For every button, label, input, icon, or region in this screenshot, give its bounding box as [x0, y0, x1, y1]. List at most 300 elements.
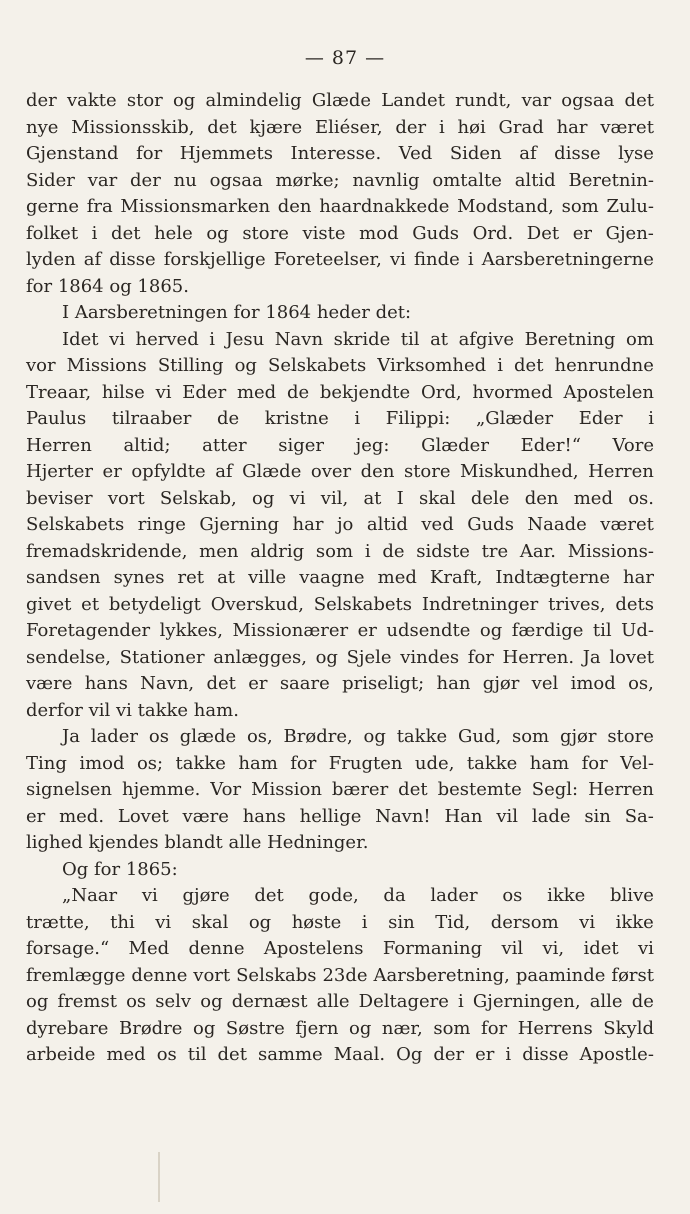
word: haardnakkede — [319, 196, 450, 217]
word: for — [136, 143, 163, 164]
word: Maal. — [333, 1044, 386, 1065]
word: glæde — [179, 726, 237, 747]
word: da — [383, 885, 406, 906]
word: I — [396, 487, 404, 509]
word: Ord, — [420, 381, 462, 403]
word: Søstre — [225, 1017, 285, 1039]
word: arbeide — [26, 1044, 96, 1065]
word: Missions — [66, 355, 147, 376]
word: lade — [531, 805, 571, 827]
word: Mission — [251, 779, 322, 800]
word: Brødre, — [283, 726, 353, 747]
word: skal — [191, 911, 229, 933]
word: opfyldte — [131, 461, 206, 482]
text-line — [26, 830, 654, 857]
word: Deltagere — [358, 991, 449, 1012]
word: Det — [526, 222, 560, 244]
word: denne — [131, 964, 188, 986]
text-line — [26, 698, 654, 725]
word: Brødre — [119, 1017, 183, 1039]
word: denne — [188, 938, 245, 959]
word: store — [607, 726, 654, 747]
word: som — [433, 1017, 471, 1039]
word: viste — [302, 222, 346, 244]
word: imod — [570, 673, 616, 694]
word: thi — [110, 911, 135, 933]
word: er — [572, 222, 592, 244]
text-line — [26, 115, 654, 142]
word: at — [217, 567, 236, 588]
word: ikke — [547, 885, 586, 906]
word: vor — [26, 355, 56, 376]
word: Stationer — [119, 646, 205, 668]
word: vi — [155, 911, 172, 933]
word: Han — [444, 805, 483, 827]
word: folket — [26, 222, 79, 244]
word: det — [398, 779, 428, 800]
word: høi — [457, 116, 486, 138]
word: i — [209, 328, 216, 350]
word: var — [521, 90, 552, 111]
word: vil — [496, 805, 519, 827]
word: selv — [155, 991, 192, 1012]
word: vindes — [400, 646, 460, 668]
word: udsendte — [386, 620, 471, 641]
text-line — [26, 989, 654, 1016]
word: hilse — [101, 381, 145, 403]
word: vort — [107, 487, 145, 509]
word: fremadskridende, — [26, 540, 188, 562]
word: nær, — [381, 1017, 423, 1039]
word: alle — [316, 991, 350, 1012]
word: har — [556, 116, 588, 138]
word: med — [106, 1044, 146, 1065]
word: vi — [141, 885, 158, 906]
word: i — [354, 408, 361, 429]
word: kristne — [264, 408, 329, 429]
word: ude, — [414, 752, 455, 774]
word: altid — [366, 514, 408, 535]
word: os — [126, 991, 147, 1012]
word: ikke — [615, 911, 654, 933]
word: blive — [610, 885, 654, 906]
word: Gud, — [457, 726, 502, 747]
word: i — [497, 355, 503, 376]
text-line — [26, 88, 654, 115]
word: forsage.“ — [26, 938, 110, 959]
word: hans — [242, 805, 286, 827]
word: bærer — [331, 779, 389, 800]
word: først — [611, 964, 654, 986]
text-line — [26, 936, 654, 963]
word: og — [172, 90, 196, 111]
word: os — [148, 726, 169, 747]
word: som — [315, 540, 354, 562]
word: vel — [531, 673, 559, 694]
word: Herrens — [517, 1017, 593, 1039]
word: Modstand, — [457, 196, 554, 217]
word: de — [631, 991, 654, 1012]
word: kjære — [249, 116, 303, 138]
text-line — [26, 194, 654, 221]
word: vaagne — [299, 567, 365, 588]
word: Selskab, — [159, 487, 237, 509]
page-number: — 87 — — [304, 47, 386, 69]
word: Lovet — [117, 805, 169, 827]
word: vi — [638, 938, 654, 959]
text-line — [26, 274, 654, 301]
word: det — [254, 885, 284, 906]
text-line — [26, 353, 654, 380]
word: vil — [501, 938, 524, 959]
word: som — [511, 726, 550, 747]
word: ham — [529, 752, 570, 774]
word: som — [561, 196, 599, 217]
word: Zulu- — [606, 196, 654, 217]
word: Navn! — [375, 805, 431, 827]
word: om — [625, 328, 654, 350]
word: og — [349, 1017, 372, 1039]
word: disse — [109, 249, 156, 270]
word: Apostle- — [579, 1044, 654, 1065]
word: sin — [584, 805, 611, 827]
word: at — [430, 328, 449, 350]
word: Treaar, — [26, 381, 92, 403]
word: Aar. — [519, 540, 556, 562]
word: Eder!“ — [520, 434, 581, 456]
word: mod — [359, 222, 399, 244]
word: den — [277, 196, 312, 217]
word: gjør — [482, 673, 520, 694]
word: Overskud, — [210, 593, 304, 615]
word: Missions- — [567, 540, 654, 562]
word: Gjenstand — [26, 143, 119, 164]
word: Filippi: — [385, 408, 451, 429]
word: Selskabs — [236, 964, 317, 986]
word: priseligt; — [342, 673, 425, 694]
text-line — [26, 804, 654, 831]
word: de — [382, 540, 405, 562]
word: sin — [388, 911, 415, 933]
word: Vel- — [620, 752, 654, 774]
word: og — [315, 646, 338, 668]
word: hans — [84, 673, 128, 694]
word: trives, — [548, 593, 606, 615]
word: Ved — [398, 143, 433, 164]
word: i — [438, 116, 445, 138]
word: ogsaa — [209, 169, 263, 191]
word: finde — [414, 249, 460, 270]
word: os. — [628, 487, 654, 509]
word: han — [436, 673, 471, 694]
word: Missionsskib, — [71, 116, 195, 138]
text-line — [26, 857, 654, 884]
word: Guds — [412, 222, 459, 244]
word: for — [467, 646, 494, 668]
word: bekjendte — [319, 381, 411, 403]
text-line — [26, 592, 654, 619]
word: os — [156, 1044, 177, 1065]
text-line — [26, 910, 654, 937]
word: Formaning — [382, 938, 483, 959]
word: henrundne — [554, 355, 654, 376]
word: tre — [481, 540, 509, 562]
word: lykkes, — [159, 620, 223, 641]
text-line — [26, 300, 654, 327]
word: Foretagender — [26, 620, 151, 641]
word: disse — [522, 1044, 569, 1065]
word: Ord. — [472, 222, 514, 244]
text-line — [26, 724, 654, 751]
word: Gjerningen, — [472, 991, 581, 1012]
word: det — [111, 222, 141, 244]
word: Grad — [498, 116, 544, 138]
word: Eliéser, — [315, 116, 383, 138]
word: imod — [79, 752, 125, 774]
word: ogsaa — [561, 90, 615, 111]
word: i — [505, 1044, 512, 1065]
word: hellige — [299, 805, 362, 827]
text-line-content: derfor vil vi takke ham. — [26, 699, 239, 721]
word: nye — [26, 116, 59, 138]
word: Selskabets — [267, 355, 367, 376]
text-line — [26, 539, 654, 566]
text-line-content: for 1864 og 1865. — [26, 275, 189, 297]
word: givet — [26, 593, 72, 615]
word: rundt, — [455, 90, 512, 111]
word: fremlægge — [26, 964, 126, 986]
word: de — [217, 408, 240, 429]
word: skride — [333, 328, 391, 350]
word: Navn — [274, 328, 324, 350]
word: i — [648, 408, 654, 429]
text-line — [26, 141, 654, 168]
word: Siden — [449, 143, 502, 164]
word: færdige — [511, 620, 584, 641]
text-line-content: Og for 1865: — [62, 858, 178, 880]
word: Naade — [527, 514, 587, 535]
word: det — [514, 355, 544, 376]
text-line — [26, 512, 654, 539]
word: anlægges, — [213, 646, 307, 668]
text-line — [26, 777, 654, 804]
text-line — [26, 1042, 654, 1069]
word: Herren — [588, 461, 654, 482]
word: fremst — [57, 991, 117, 1012]
word: beviser — [26, 487, 93, 509]
word: disse — [554, 143, 601, 164]
word: og — [479, 620, 503, 641]
word: med — [236, 381, 277, 403]
word: er — [102, 461, 122, 482]
word: Interesse. — [290, 143, 382, 164]
word: Hjemmets — [179, 143, 273, 164]
word: Tid, — [435, 911, 471, 933]
word: et — [81, 593, 100, 615]
word: dets — [615, 593, 654, 615]
word: vi — [579, 911, 596, 933]
text-line — [26, 459, 654, 486]
word: trætte, — [26, 911, 90, 933]
word: og — [200, 991, 223, 1012]
word: Eder — [578, 408, 623, 429]
word: dele — [470, 487, 510, 509]
word: takke — [466, 752, 518, 774]
word: Glæde — [242, 461, 302, 482]
word: sandsen — [26, 567, 101, 588]
text-line — [26, 168, 654, 195]
word: Herren — [26, 434, 92, 456]
word: gode, — [308, 885, 359, 906]
word: dersom — [490, 911, 559, 933]
word: Glæde — [311, 90, 372, 111]
word: og — [234, 355, 257, 376]
word: Paulus — [26, 408, 87, 429]
word: Gjerning — [199, 514, 280, 535]
text-line — [26, 645, 654, 672]
word: vi, — [542, 938, 565, 959]
text-line — [26, 671, 654, 698]
text-line — [26, 1016, 654, 1043]
word: være — [182, 805, 229, 827]
page-edge-mark — [158, 1152, 160, 1202]
word: Stilling — [157, 355, 224, 376]
word: det — [207, 116, 237, 138]
word: Ting — [26, 752, 67, 774]
word: at — [363, 487, 382, 509]
word: været — [600, 116, 654, 138]
word: Sa- — [624, 805, 654, 827]
word: jeg: — [355, 434, 390, 456]
word: ham — [238, 752, 278, 774]
word: hele — [154, 222, 193, 244]
word: hjemme. — [121, 779, 201, 800]
word: ret — [177, 567, 205, 588]
word: Beretning — [524, 328, 616, 350]
word: lader — [90, 726, 139, 747]
word: Vore — [612, 434, 654, 456]
word: været — [600, 514, 654, 535]
word: dernæst — [231, 991, 308, 1012]
word: og — [193, 1017, 216, 1039]
word: Idet — [62, 328, 99, 350]
word: Miskundhed, — [460, 461, 579, 482]
word: med — [573, 487, 613, 509]
word: „Glæder — [475, 408, 554, 429]
word: siger — [278, 434, 325, 456]
word: der — [395, 116, 427, 138]
word: til — [400, 328, 420, 350]
word: bestemte — [437, 779, 522, 800]
word: store — [242, 222, 289, 244]
word: Ud- — [621, 620, 654, 641]
word: ved — [421, 514, 454, 535]
word: og — [248, 911, 272, 933]
word: nu — [173, 169, 197, 191]
word: vi — [155, 381, 172, 403]
word: „Naar — [62, 885, 118, 906]
word: vakte — [66, 90, 117, 111]
word: i — [364, 540, 371, 562]
word: dyrebare — [26, 1017, 109, 1039]
word: lader — [430, 885, 478, 906]
text-line — [26, 247, 654, 274]
word: Skyld — [603, 1017, 654, 1039]
word: sendelse, — [26, 646, 112, 668]
word: der — [26, 90, 57, 111]
word: til — [592, 620, 612, 641]
word: almindelig — [205, 90, 302, 111]
word: fra — [86, 196, 113, 217]
word: os, — [246, 726, 273, 747]
word: af — [519, 143, 537, 164]
word: skal — [419, 487, 456, 509]
word: og — [206, 222, 229, 244]
word: Navn, — [140, 673, 195, 694]
word: lyden — [26, 249, 76, 270]
word: Apostelen — [563, 381, 654, 403]
word: med — [377, 567, 417, 588]
word: Glæder — [421, 434, 489, 456]
word: Apostelens — [263, 938, 364, 959]
word: Beretnin- — [568, 169, 654, 191]
text-line — [26, 327, 654, 354]
word: har — [623, 567, 654, 588]
text-line-content: I Aarsberetningen for 1864 heder det: — [62, 302, 412, 323]
text-line — [26, 380, 654, 407]
body-text — [26, 88, 654, 1069]
word: altid; — [123, 434, 171, 456]
word: hvormed — [472, 381, 553, 403]
word: med. — [59, 805, 105, 827]
word: til — [187, 1044, 207, 1065]
word: os; — [136, 752, 164, 774]
word: betydeligt — [108, 593, 201, 615]
word: over — [310, 461, 352, 482]
word: saare — [279, 673, 330, 694]
word: Frugten — [328, 752, 403, 774]
word: vi — [289, 487, 306, 509]
word: gjør — [559, 726, 597, 747]
word: Herren. — [502, 646, 575, 668]
text-line — [26, 963, 654, 990]
word: Foreteelser, — [273, 249, 382, 270]
word: der — [433, 1044, 465, 1065]
text-line — [26, 486, 654, 513]
word: Virksomhed — [377, 355, 487, 376]
word: omtalte — [432, 169, 502, 191]
word: store — [403, 461, 451, 482]
word: af — [83, 249, 102, 270]
text-line — [26, 406, 654, 433]
word: alle — [589, 991, 623, 1012]
word: af — [215, 461, 233, 482]
word: de — [286, 381, 310, 403]
word: fjern — [295, 1017, 339, 1039]
word: Indretninger — [421, 593, 539, 615]
word: Landet — [381, 90, 445, 111]
word: Jesu — [225, 328, 265, 350]
word: Missionsmarken — [120, 196, 271, 217]
text-line — [26, 883, 654, 910]
word: har — [292, 514, 324, 535]
word: samme — [257, 1044, 323, 1065]
word: høste — [291, 911, 342, 933]
text-line-content: lighed kjendes blandt alle Hedninger. — [26, 832, 369, 853]
word: være — [26, 673, 73, 694]
word: vort — [193, 964, 231, 986]
word: Gjen- — [605, 222, 654, 244]
